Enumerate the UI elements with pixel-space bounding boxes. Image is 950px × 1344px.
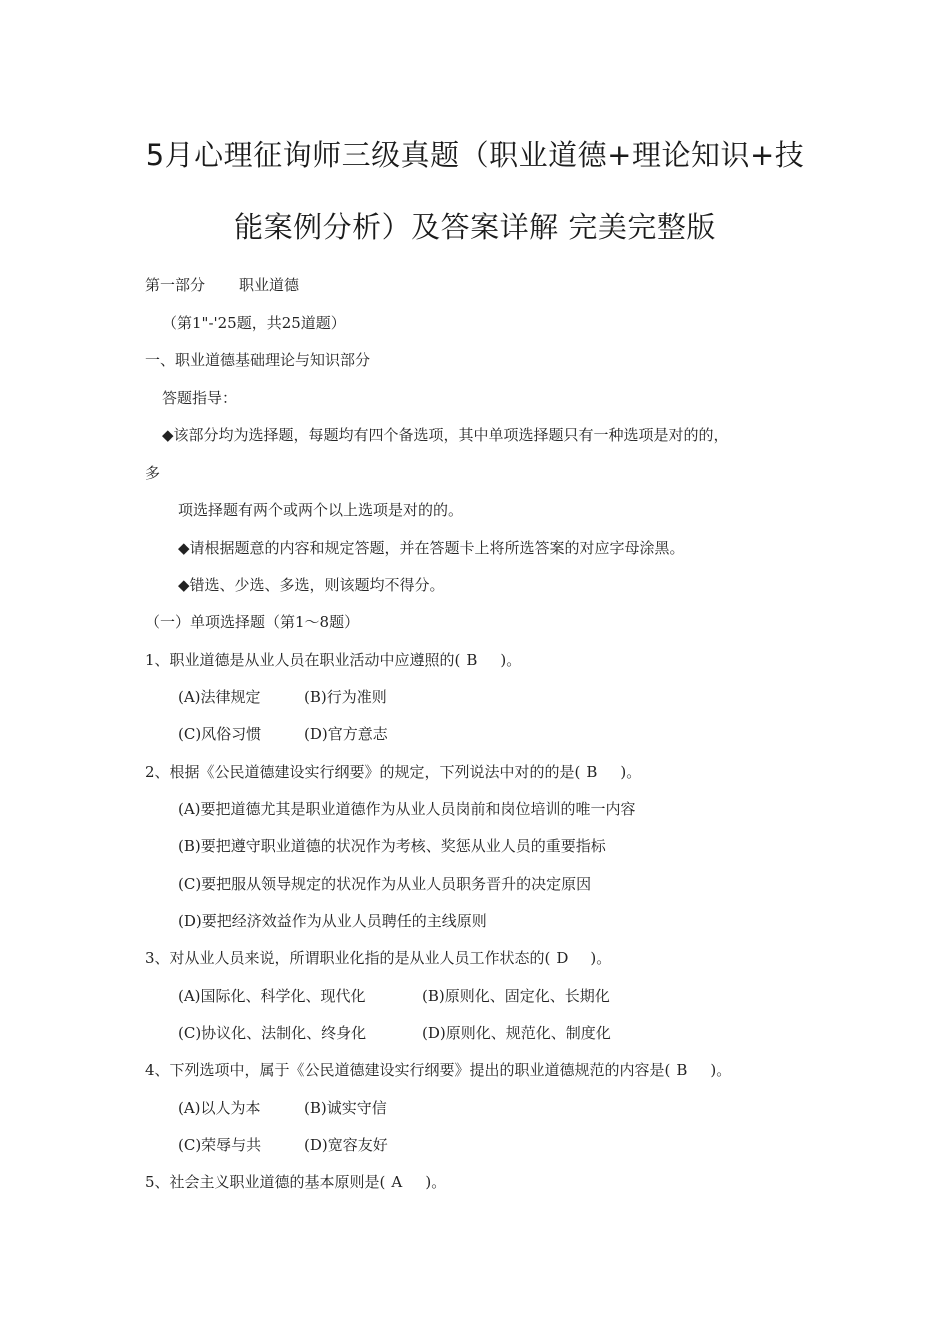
page-title-line-2: 能案例分析）及答案详解 完美完整版 <box>234 210 716 244</box>
guide-item-2: ◆请根据题意的内容和规定答题，并在答题卡上将所选答案的对应字母涂黑。 <box>178 539 685 557</box>
question-4-option-d: (D)宽容友好 <box>304 1136 388 1154</box>
question-2-answer: B <box>586 763 598 781</box>
guide-item-1-cont: 项选择题有两个或两个以上选项是对的的。 <box>178 501 464 519</box>
guide-item-1-wrap: 多 <box>145 464 161 482</box>
question-4-stem: 4、下列选项中，属于《公民道德建设实行纲要》提出的职业道德规范的内容是( B )。 <box>145 1061 732 1079</box>
question-2-option-a: (A)要把道德尤其是职业道德作为从业人员岗前和岗位培训的唯一内容 <box>178 800 636 818</box>
part-name: 职业道德 <box>239 276 300 294</box>
question-2-option-b: (B)要把遵守职业道德的状况作为考核、奖惩从业人员的重要指标 <box>178 837 606 855</box>
page-title-line-1: 5月心理征询师三级真题（职业道德+理论知识+技 <box>145 138 805 172</box>
question-1-option-c: (C)风俗习惯 <box>178 725 262 743</box>
part-label: 第一部分 <box>145 276 206 294</box>
part-heading <box>145 275 299 295</box>
question-5-stem: 5、社会主义职业道德的基本原则是( A )。 <box>145 1173 447 1191</box>
question-4-option-a: (A)以人为本 <box>178 1099 261 1117</box>
question-3-option-a: (A)国际化、科学化、现代化 <box>178 987 366 1005</box>
subsection-heading: （一）单项选择题（第1～8题） <box>145 613 360 631</box>
guide-item-1: ◆该部分均为选择题，每题均有四个备选项，其中单项选择题只有一种选项是对的的， <box>162 426 729 444</box>
question-5-answer: A <box>391 1173 403 1191</box>
question-1-stem: 1、职业道德是从业人员在职业活动中应遵照的( B )。 <box>145 651 522 669</box>
question-3-option-b: (B)原则化、固定化、长期化 <box>422 987 610 1005</box>
question-2-stem: 2、根据《公民道德建设实行纲要》的规定，下列说法中对的的是( B )。 <box>145 763 642 781</box>
question-1-option-d: (D)官方意志 <box>304 725 388 743</box>
range-note: （第1"-'25题，共25道题） <box>162 314 346 332</box>
question-4-option-c: (C)荣辱与共 <box>178 1136 262 1154</box>
section-heading: 一、职业道德基础理论与知识部分 <box>145 351 371 369</box>
question-4-answer: B <box>676 1061 688 1079</box>
guide-heading: 答题指导： <box>162 389 238 407</box>
guide-item-3: ◆错选、少选、多选，则该题均不得分。 <box>178 576 445 594</box>
question-3-answer: D <box>556 949 569 967</box>
question-1-option-a: (A)法律规定 <box>178 688 261 706</box>
question-3-option-d: (D)原则化、规范化、制度化 <box>422 1024 611 1042</box>
question-2-option-c: (C)要把服从领导规定的状况作为从业人员职务晋升的决定原因 <box>178 875 592 893</box>
question-1-option-b: (B)行为准则 <box>304 688 387 706</box>
question-2-option-d: (D)要把经济效益作为从业人员聘任的主线原则 <box>178 912 487 930</box>
question-4-option-b: (B)诚实守信 <box>304 1099 387 1117</box>
question-1-answer: B <box>466 651 478 669</box>
question-3-option-c: (C)协议化、法制化、终身化 <box>178 1024 367 1042</box>
question-3-stem: 3、对从业人员来说，所谓职业化指的是从业人员工作状态的( D )。 <box>145 949 612 967</box>
